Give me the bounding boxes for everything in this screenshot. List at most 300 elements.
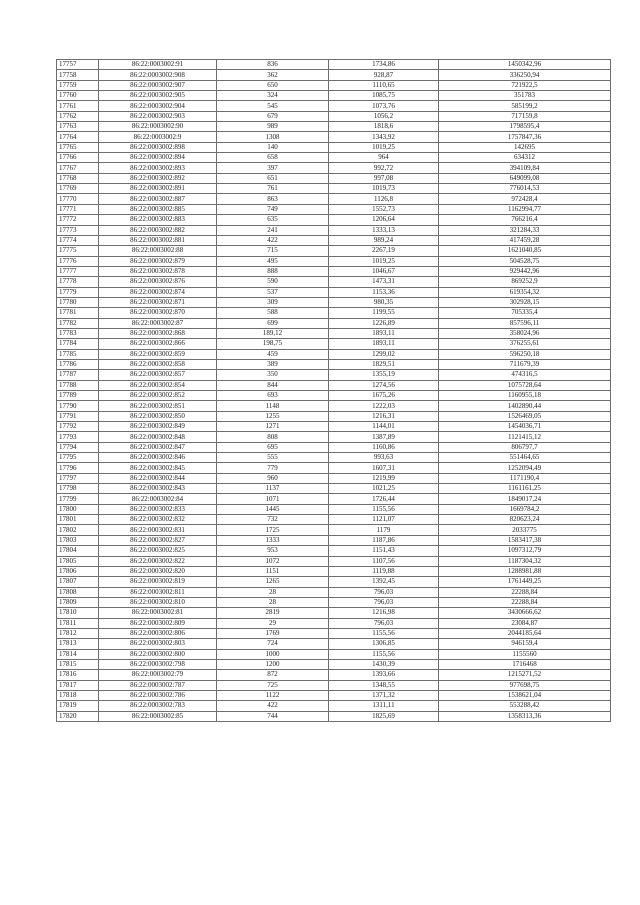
cadastral-number-cell: 86:22:0003002:885 [99, 204, 217, 214]
cadastral-number-cell: 86:22:0003002:831 [99, 525, 217, 535]
cadastral-number-cell: 86:22:0003002:870 [99, 308, 217, 318]
area-cell: 588 [217, 308, 329, 318]
row-number-cell: 17797 [57, 473, 99, 483]
specific-value-cell: 1675,26 [329, 391, 439, 401]
table-row [57, 442, 611, 452]
table-row [57, 701, 611, 711]
cadastral-value-cell: 1402890,44 [439, 401, 611, 411]
specific-value-cell: 1153,36 [329, 287, 439, 297]
table-row [57, 349, 611, 359]
area-cell: 693 [217, 391, 329, 401]
cadastral-value-cell: 776014,53 [439, 184, 611, 194]
table-row [57, 122, 611, 132]
area-cell: 650 [217, 80, 329, 90]
table-row [57, 504, 611, 514]
area-cell: 198,75 [217, 339, 329, 349]
cadastral-value-cell: 585199,2 [439, 101, 611, 111]
cadastral-number-cell: 86:22:0003002:903 [99, 111, 217, 121]
cadastral-value-cell: 1798595,4 [439, 122, 611, 132]
table-row [57, 184, 611, 194]
row-number-cell: 17772 [57, 215, 99, 225]
cadastral-value-cell: 649099,08 [439, 173, 611, 183]
table-row [57, 277, 611, 287]
cadastral-value-cell: 1450342,96 [439, 60, 611, 70]
area-cell: 651 [217, 173, 329, 183]
area-cell: 459 [217, 349, 329, 359]
specific-value-cell: 1110,65 [329, 80, 439, 90]
cadastral-number-cell: 86:22:0003002:81 [99, 608, 217, 618]
row-number-cell: 17815 [57, 659, 99, 669]
specific-value-cell: 1126,8 [329, 194, 439, 204]
area-cell: 537 [217, 287, 329, 297]
cadastral-number-cell: 86:22:0003002:874 [99, 287, 217, 297]
specific-value-cell: 1392,45 [329, 577, 439, 587]
table-row [57, 318, 611, 328]
table-row [57, 359, 611, 369]
specific-value-cell: 1473,31 [329, 277, 439, 287]
specific-value-cell: 1343,92 [329, 132, 439, 142]
cadastral-value-cell: 766216,4 [439, 215, 611, 225]
area-cell: 888 [217, 266, 329, 276]
row-number-cell: 17760 [57, 91, 99, 101]
cadastral-number-cell: 86:22:0003002:883 [99, 215, 217, 225]
cadastral-number-cell: 86:22:0003002:803 [99, 639, 217, 649]
cadastral-value-cell: 1761449,25 [439, 577, 611, 587]
row-number-cell: 17783 [57, 328, 99, 338]
cadastral-value-cell: 721922,5 [439, 80, 611, 90]
row-number-cell: 17794 [57, 442, 99, 452]
cadastral-number-cell: 86:22:0003002:800 [99, 649, 217, 659]
cadastral-value-cell: 1252094,49 [439, 463, 611, 473]
area-cell: 1137 [217, 484, 329, 494]
table-row [57, 194, 611, 204]
cadastral-number-cell: 86:22:0003002:9 [99, 132, 217, 142]
row-number-cell: 17766 [57, 153, 99, 163]
cadastral-value-cell: 321284,33 [439, 225, 611, 235]
cadastral-value-cell: 2033775 [439, 525, 611, 535]
area-cell: 189,12 [217, 328, 329, 338]
cadastral-number-cell: 86:22:0003002:866 [99, 339, 217, 349]
table-row [57, 411, 611, 421]
cadastral-number-cell: 86:22:0003002:820 [99, 566, 217, 576]
specific-value-cell: 928,87 [329, 70, 439, 80]
area-cell: 1122 [217, 690, 329, 700]
cadastral-value-cell: 1669784,2 [439, 504, 611, 514]
cadastral-value-cell: 336250,94 [439, 70, 611, 80]
cadastral-value-cell: 1757847,36 [439, 132, 611, 142]
table-row [57, 639, 611, 649]
row-number-cell: 17807 [57, 577, 99, 587]
specific-value-cell: 1155,56 [329, 649, 439, 659]
specific-value-cell: 1430,39 [329, 659, 439, 669]
cadastral-value-cell: 351783 [439, 91, 611, 101]
table-row [57, 215, 611, 225]
specific-value-cell: 1552,73 [329, 204, 439, 214]
cadastral-number-cell: 86:22:0003002:852 [99, 391, 217, 401]
cadastral-value-cell: 417459,28 [439, 235, 611, 245]
row-number-cell: 17800 [57, 504, 99, 514]
table-row [57, 339, 611, 349]
specific-value-cell: 1107,56 [329, 556, 439, 566]
cadastral-value-cell: 504528,75 [439, 256, 611, 266]
area-cell: 724 [217, 639, 329, 649]
table-row [57, 494, 611, 504]
row-number-cell: 17796 [57, 463, 99, 473]
row-number-cell: 17784 [57, 339, 99, 349]
area-cell: 635 [217, 215, 329, 225]
table-row [57, 101, 611, 111]
row-number-cell: 17776 [57, 256, 99, 266]
row-number-cell: 17771 [57, 204, 99, 214]
area-cell: 1265 [217, 577, 329, 587]
table-row [57, 246, 611, 256]
cadastral-value-cell: 1526469,05 [439, 411, 611, 421]
specific-value-cell: 1019,25 [329, 256, 439, 266]
cadastral-number-cell: 86:22:0003002:893 [99, 163, 217, 173]
area-cell: 397 [217, 163, 329, 173]
row-number-cell: 17792 [57, 422, 99, 432]
row-number-cell: 17817 [57, 680, 99, 690]
table-row [57, 484, 611, 494]
table-row [57, 690, 611, 700]
area-cell: 362 [217, 70, 329, 80]
area-cell: 1072 [217, 556, 329, 566]
row-number-cell: 17812 [57, 628, 99, 638]
cadastral-number-cell: 86:22:0003002:811 [99, 587, 217, 597]
specific-value-cell: 1825,69 [329, 711, 439, 721]
row-number-cell: 17762 [57, 111, 99, 121]
cadastral-number-cell: 86:22:0003002:806 [99, 628, 217, 638]
area-cell: 1151 [217, 566, 329, 576]
area-cell: 863 [217, 194, 329, 204]
row-number-cell: 17813 [57, 639, 99, 649]
cadastral-value-cell: 474316,5 [439, 370, 611, 380]
cadastral-number-cell: 86:22:0003002:825 [99, 546, 217, 556]
cadastral-number-cell: 86:22:0003002:905 [99, 91, 217, 101]
area-cell: 1769 [217, 628, 329, 638]
table-row [57, 297, 611, 307]
cadastral-value-cell: 1160955,18 [439, 391, 611, 401]
area-cell: 495 [217, 256, 329, 266]
table-row [57, 111, 611, 121]
cadastral-value-cell: 1215271,52 [439, 670, 611, 680]
area-cell: 422 [217, 701, 329, 711]
table-row [57, 680, 611, 690]
specific-value-cell: 993,63 [329, 453, 439, 463]
cadastral-number-cell: 86:22:0003002:907 [99, 80, 217, 90]
specific-value-cell: 1226,89 [329, 318, 439, 328]
table-row [57, 432, 611, 442]
specific-value-cell: 989,24 [329, 235, 439, 245]
area-cell: 744 [217, 711, 329, 721]
row-number-cell: 17793 [57, 432, 99, 442]
specific-value-cell: 1393,66 [329, 670, 439, 680]
cadastral-number-cell: 86:22:0003002:858 [99, 359, 217, 369]
cadastral-number-cell: 86:22:0003002:891 [99, 184, 217, 194]
area-cell: 555 [217, 453, 329, 463]
area-cell: 1000 [217, 649, 329, 659]
area-cell: 590 [217, 277, 329, 287]
row-number-cell: 17790 [57, 401, 99, 411]
cadastral-number-cell: 86:22:0003002:822 [99, 556, 217, 566]
cadastral-value-cell: 358024,96 [439, 328, 611, 338]
cadastral-number-cell: 86:22:0003002:847 [99, 442, 217, 452]
cadastral-value-cell: 634312 [439, 153, 611, 163]
area-cell: 422 [217, 235, 329, 245]
table-row [57, 608, 611, 618]
cadastral-value-cell: 619354,32 [439, 287, 611, 297]
specific-value-cell: 980,35 [329, 297, 439, 307]
specific-value-cell: 992,72 [329, 163, 439, 173]
cadastral-number-cell: 86:22:0003002:849 [99, 422, 217, 432]
cadastral-value-table [56, 59, 611, 722]
area-cell: 699 [217, 318, 329, 328]
area-cell: 1333 [217, 535, 329, 545]
specific-value-cell: 1179 [329, 525, 439, 535]
area-cell: 1445 [217, 504, 329, 514]
specific-value-cell: 1333,13 [329, 225, 439, 235]
cadastral-number-cell: 86:22:0003002:832 [99, 515, 217, 525]
specific-value-cell: 1274,56 [329, 380, 439, 390]
cadastral-number-cell: 86:22:0003002:798 [99, 659, 217, 669]
table-row [57, 380, 611, 390]
cadastral-number-cell: 86:22:0003002:79 [99, 670, 217, 680]
cadastral-value-cell: 2044185,64 [439, 628, 611, 638]
area-cell: 545 [217, 101, 329, 111]
cadastral-value-cell: 596250,18 [439, 349, 611, 359]
specific-value-cell: 1219,99 [329, 473, 439, 483]
specific-value-cell: 1121,07 [329, 515, 439, 525]
table-row [57, 370, 611, 380]
row-number-cell: 17779 [57, 287, 99, 297]
specific-value-cell: 1019,73 [329, 184, 439, 194]
row-number-cell: 17773 [57, 225, 99, 235]
specific-value-cell: 1199,55 [329, 308, 439, 318]
cadastral-value-cell: 857596,11 [439, 318, 611, 328]
area-cell: 761 [217, 184, 329, 194]
cadastral-number-cell: 86:22:0003002:787 [99, 680, 217, 690]
row-number-cell: 17816 [57, 670, 99, 680]
area-cell: 241 [217, 225, 329, 235]
specific-value-cell: 1160,86 [329, 442, 439, 452]
table-row [57, 391, 611, 401]
specific-value-cell: 1073,76 [329, 101, 439, 111]
specific-value-cell: 1151,43 [329, 546, 439, 556]
specific-value-cell: 1311,11 [329, 701, 439, 711]
area-cell: 715 [217, 246, 329, 256]
table-row [57, 618, 611, 628]
row-number-cell: 17804 [57, 546, 99, 556]
cadastral-value-cell: 1538621,04 [439, 690, 611, 700]
specific-value-cell: 997,08 [329, 173, 439, 183]
table-row [57, 266, 611, 276]
area-cell: 324 [217, 91, 329, 101]
table-row [57, 659, 611, 669]
row-number-cell: 17781 [57, 308, 99, 318]
table-row [57, 546, 611, 556]
table-row [57, 711, 611, 721]
row-number-cell: 17811 [57, 618, 99, 628]
specific-value-cell: 1299,02 [329, 349, 439, 359]
area-cell: 1200 [217, 659, 329, 669]
specific-value-cell: 796,03 [329, 618, 439, 628]
cadastral-number-cell: 86:22:0003002:892 [99, 173, 217, 183]
area-cell: 1255 [217, 411, 329, 421]
row-number-cell: 17787 [57, 370, 99, 380]
cadastral-value-cell: 394109,84 [439, 163, 611, 173]
area-cell: 725 [217, 680, 329, 690]
specific-value-cell: 1155,56 [329, 504, 439, 514]
area-cell: 28 [217, 587, 329, 597]
specific-value-cell: 1216,98 [329, 608, 439, 618]
area-cell: 350 [217, 370, 329, 380]
cadastral-number-cell: 86:22:0003002:844 [99, 473, 217, 483]
cadastral-value-cell: 22288,84 [439, 597, 611, 607]
specific-value-cell: 1216,31 [329, 411, 439, 421]
table-row [57, 453, 611, 463]
row-number-cell: 17763 [57, 122, 99, 132]
cadastral-number-cell: 86:22:0003002:878 [99, 266, 217, 276]
cadastral-number-cell: 86:22:0003002:850 [99, 411, 217, 421]
specific-value-cell: 1119,88 [329, 566, 439, 576]
cadastral-number-cell: 86:22:0003002:90 [99, 122, 217, 132]
cadastral-number-cell: 86:22:0003002:851 [99, 401, 217, 411]
row-number-cell: 17802 [57, 525, 99, 535]
row-number-cell: 17798 [57, 484, 99, 494]
table-row [57, 566, 611, 576]
row-number-cell: 17791 [57, 411, 99, 421]
specific-value-cell: 796,03 [329, 587, 439, 597]
specific-value-cell: 1056,2 [329, 111, 439, 121]
area-cell: 389 [217, 359, 329, 369]
table-row [57, 515, 611, 525]
specific-value-cell: 1306,85 [329, 639, 439, 649]
cadastral-value-cell: 1358313,36 [439, 711, 611, 721]
specific-value-cell: 1222,03 [329, 401, 439, 411]
specific-value-cell: 1155,56 [329, 628, 439, 638]
row-number-cell: 17803 [57, 535, 99, 545]
area-cell: 1271 [217, 422, 329, 432]
cadastral-value-cell: 1621040,85 [439, 246, 611, 256]
specific-value-cell: 1206,64 [329, 215, 439, 225]
specific-value-cell: 1818,6 [329, 122, 439, 132]
table-row [57, 525, 611, 535]
cadastral-value-cell: 3430666,62 [439, 608, 611, 618]
area-cell: 1148 [217, 401, 329, 411]
cadastral-number-cell: 86:22:0003002:833 [99, 504, 217, 514]
cadastral-value-cell: 23084,87 [439, 618, 611, 628]
row-number-cell: 17808 [57, 587, 99, 597]
row-number-cell: 17799 [57, 494, 99, 504]
cadastral-number-cell: 86:22:0003002:84 [99, 494, 217, 504]
cadastral-number-cell: 86:22:0003002:879 [99, 256, 217, 266]
area-cell: 309 [217, 297, 329, 307]
table-row [57, 204, 611, 214]
specific-value-cell: 2267,19 [329, 246, 439, 256]
cadastral-number-cell: 86:22:0003002:887 [99, 194, 217, 204]
area-cell: 749 [217, 204, 329, 214]
area-cell: 808 [217, 432, 329, 442]
row-number-cell: 17814 [57, 649, 99, 659]
cadastral-value-cell: 1454036,71 [439, 422, 611, 432]
cadastral-number-cell: 86:22:0003002:85 [99, 711, 217, 721]
table-row [57, 587, 611, 597]
row-number-cell: 17809 [57, 597, 99, 607]
specific-value-cell: 1019,25 [329, 142, 439, 152]
table-body [57, 60, 611, 722]
cadastral-number-cell: 86:22:0003002:908 [99, 70, 217, 80]
cadastral-number-cell: 86:22:0003002:783 [99, 701, 217, 711]
table-row [57, 287, 611, 297]
table-row [57, 60, 611, 70]
specific-value-cell: 796,03 [329, 597, 439, 607]
cadastral-value-cell: 1161161,25 [439, 484, 611, 494]
area-cell: 989 [217, 122, 329, 132]
row-number-cell: 17770 [57, 194, 99, 204]
specific-value-cell: 1893,11 [329, 339, 439, 349]
cadastral-value-cell: 553288,42 [439, 701, 611, 711]
cadastral-number-cell: 86:22:0003002:810 [99, 597, 217, 607]
area-cell: 29 [217, 618, 329, 628]
specific-value-cell: 1355,19 [329, 370, 439, 380]
cadastral-number-cell: 86:22:0003002:809 [99, 618, 217, 628]
cadastral-value-cell: 929442,96 [439, 266, 611, 276]
cadastral-number-cell: 86:22:0003002:898 [99, 142, 217, 152]
cadastral-number-cell: 86:22:0003002:904 [99, 101, 217, 111]
row-number-cell: 17788 [57, 380, 99, 390]
area-cell: 2819 [217, 608, 329, 618]
cadastral-value-cell: 142695 [439, 142, 611, 152]
cadastral-value-cell: 946159,4 [439, 639, 611, 649]
row-number-cell: 17795 [57, 453, 99, 463]
row-number-cell: 17820 [57, 711, 99, 721]
cadastral-value-cell: 977698,75 [439, 680, 611, 690]
area-cell: 658 [217, 153, 329, 163]
cadastral-number-cell: 86:22:0003002:843 [99, 484, 217, 494]
cadastral-number-cell: 86:22:0003002:854 [99, 380, 217, 390]
specific-value-cell: 1187,86 [329, 535, 439, 545]
cadastral-value-cell: 717159,8 [439, 111, 611, 121]
area-cell: 960 [217, 473, 329, 483]
cadastral-value-cell: 1849017,24 [439, 494, 611, 504]
cadastral-number-cell: 86:22:0003002:846 [99, 453, 217, 463]
specific-value-cell: 1144,01 [329, 422, 439, 432]
area-cell: 872 [217, 670, 329, 680]
cadastral-number-cell: 86:22:0003002:868 [99, 328, 217, 338]
row-number-cell: 17777 [57, 266, 99, 276]
cadastral-number-cell: 86:22:0003002:845 [99, 463, 217, 473]
cadastral-value-cell: 1187304,32 [439, 556, 611, 566]
cadastral-value-cell: 551464,65 [439, 453, 611, 463]
specific-value-cell: 1348,55 [329, 680, 439, 690]
table-row [57, 80, 611, 90]
cadastral-number-cell: 86:22:0003002:88 [99, 246, 217, 256]
area-cell: 1725 [217, 525, 329, 535]
row-number-cell: 17775 [57, 246, 99, 256]
cadastral-value-cell: 1288981,88 [439, 566, 611, 576]
cadastral-value-cell: 1155560 [439, 649, 611, 659]
row-number-cell: 17782 [57, 318, 99, 328]
cadastral-number-cell: 86:22:0003002:819 [99, 577, 217, 587]
cadastral-number-cell: 86:22:0003002:882 [99, 225, 217, 235]
cadastral-number-cell: 86:22:0003002:786 [99, 690, 217, 700]
table-row [57, 173, 611, 183]
table-row [57, 308, 611, 318]
cadastral-number-cell: 86:22:0003002:827 [99, 535, 217, 545]
row-number-cell: 17786 [57, 359, 99, 369]
area-cell: 679 [217, 111, 329, 121]
table-row [57, 132, 611, 142]
